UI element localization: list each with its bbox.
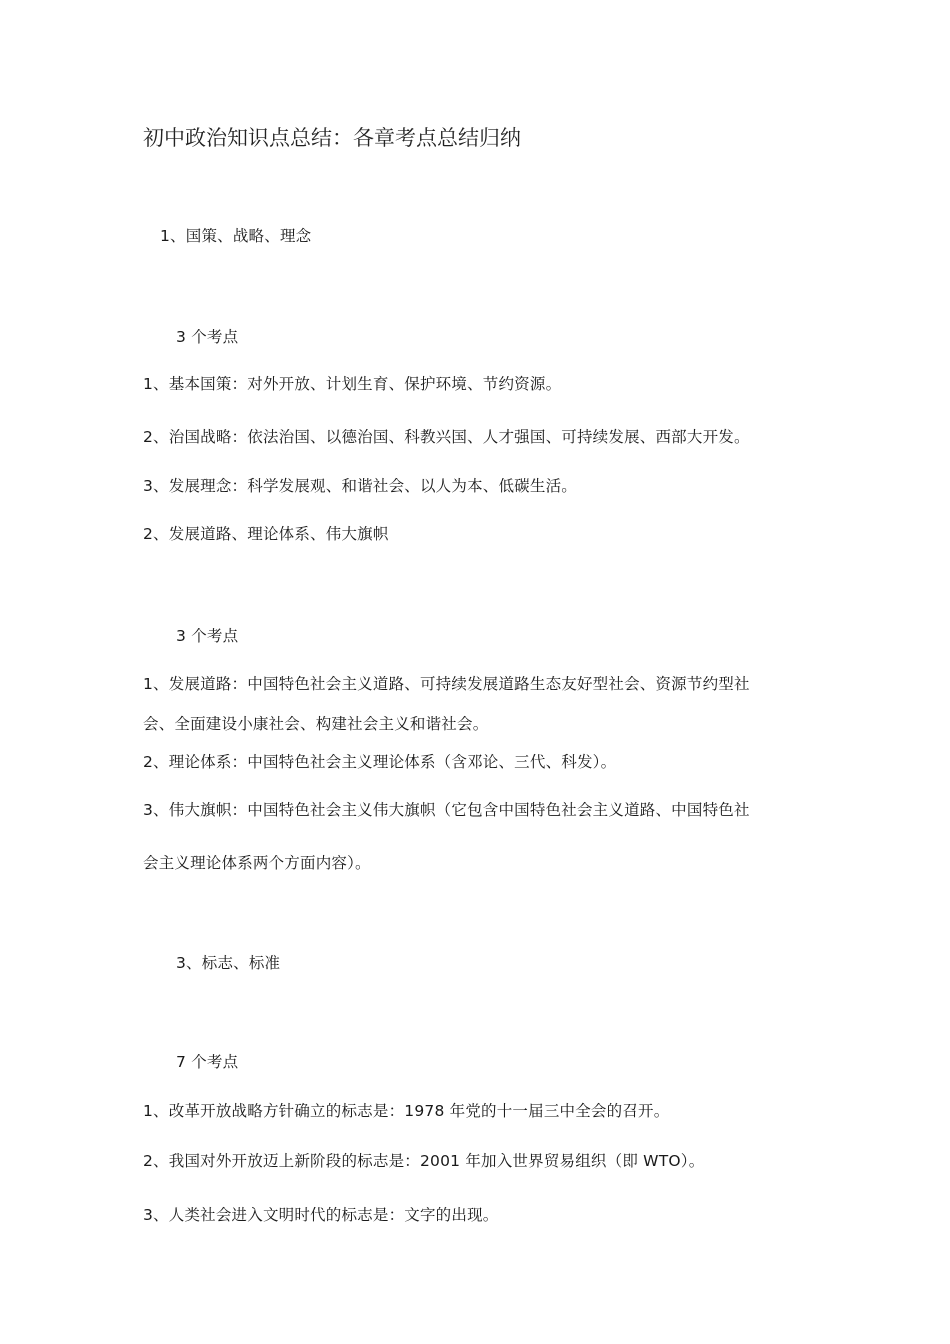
list-item: 2、治国战略：依法治国、以德治国、科教兴国、人才强国、可持续发展、西部大开发。 [143,428,750,446]
list-item: 1、基本国策：对外开放、计划生育、保护环境、节约资源。 [143,375,562,393]
list-item: 1、改革开放战略方针确立的标志是：1978 年党的十一届三中全会的召开。 [143,1102,670,1120]
list-item: 2、我国对外开放迈上新阶段的标志是：2001 年加入世界贸易组织（即 WTO）。 [143,1152,705,1170]
list-item: 2、理论体系：中国特色社会主义理论体系（含邓论、三代、科发）。 [143,753,617,771]
section-count: 3 个考点 [176,627,239,645]
list-item: 会主义理论体系两个方面内容）。 [143,854,371,872]
page-title: 初中政治知识点总结：各章考点总结归纳 [143,126,521,150]
section-count: 7 个考点 [176,1053,239,1071]
section-heading: 2、发展道路、理论体系、伟大旗帜 [143,525,389,543]
list-item: 1、发展道路：中国特色社会主义道路、可持续发展道路生态友好型社会、资源节约型社 [143,675,750,693]
section-heading: 1、国策、战略、理念 [160,227,312,245]
list-item: 3、发展理念：科学发展观、和谐社会、以人为本、低碳生活。 [143,477,577,495]
list-item: 3、伟大旗帜：中国特色社会主义伟大旗帜（它包含中国特色社会主义道路、中国特色社 [143,801,750,819]
list-item: 会、全面建设小康社会、构建社会主义和谐社会。 [143,715,489,733]
section-count: 3 个考点 [176,328,239,346]
section-heading: 3、标志、标准 [176,954,281,972]
list-item: 3、人类社会进入文明时代的标志是：文字的出现。 [143,1206,499,1224]
